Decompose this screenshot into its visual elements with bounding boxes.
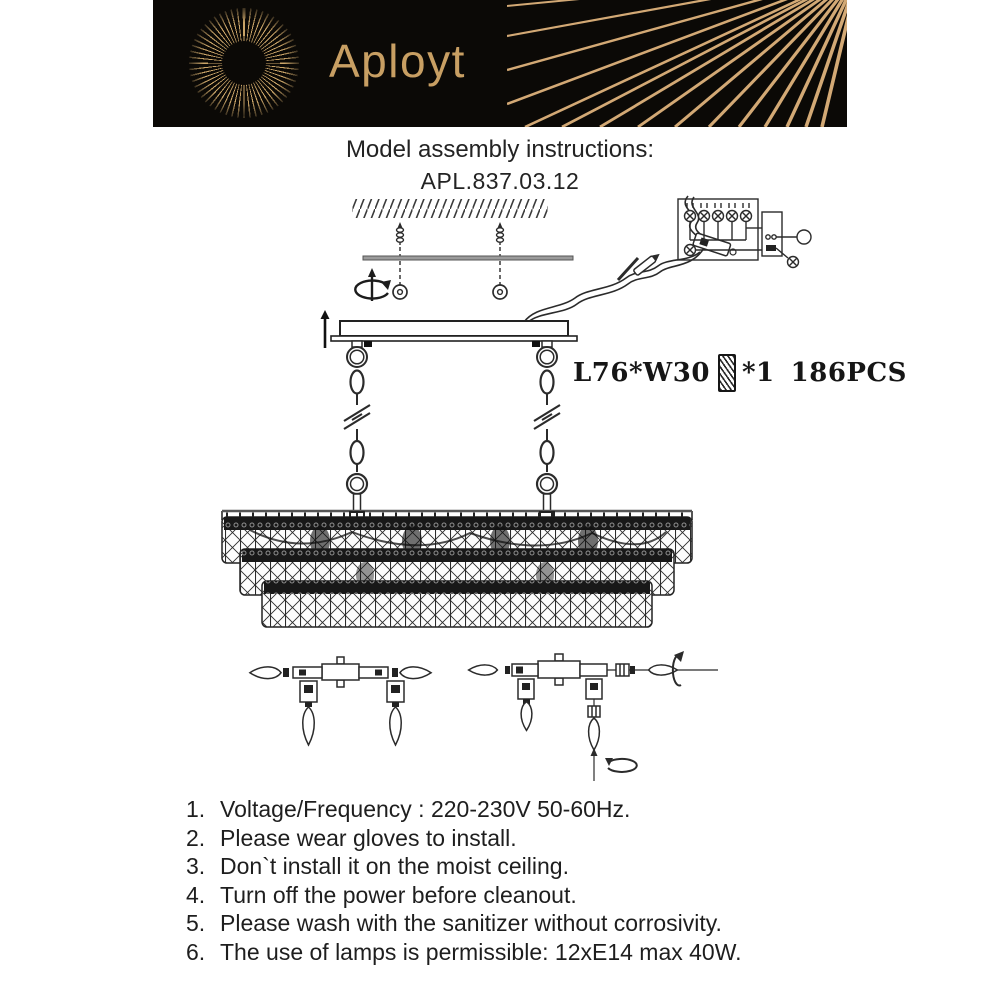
connector-pin xyxy=(633,251,662,276)
assembly-diagram xyxy=(145,190,855,795)
ceiling-hatch xyxy=(352,199,548,218)
dimensions-text: L76*W30 xyxy=(573,358,710,388)
corner-rays-icon xyxy=(507,0,847,127)
item-number: 2. xyxy=(186,824,206,851)
instruction-item xyxy=(186,853,742,882)
item-number: 4. xyxy=(186,881,206,908)
item-text: Please wear gloves to install. xyxy=(220,824,517,851)
up-arrow-icon xyxy=(321,310,330,348)
bulb-assembly-right xyxy=(469,651,718,781)
instruction-item xyxy=(186,796,742,825)
bulb-assembly-left xyxy=(250,657,431,745)
instruction-list xyxy=(186,796,742,968)
page-title: Model assembly instructions: xyxy=(345,136,655,163)
rotate-bulb-icon xyxy=(605,758,637,772)
sunburst-icon xyxy=(189,8,299,118)
quantity-text: *1 xyxy=(741,358,775,388)
crystal-icon xyxy=(718,354,736,392)
instruction-item xyxy=(186,825,742,854)
rotation-arrow-icon xyxy=(355,268,391,301)
chain xyxy=(534,371,560,512)
item-number: 6. xyxy=(186,938,206,965)
item-text: Voltage/Frequency : 220-230V 50-60Hz. xyxy=(220,796,631,822)
canopy xyxy=(331,321,577,367)
mounting-bar xyxy=(363,256,573,260)
brand-banner xyxy=(153,0,847,127)
item-number: 5. xyxy=(186,910,206,937)
instruction-item xyxy=(186,939,742,968)
chain xyxy=(344,371,370,512)
title-block xyxy=(153,136,847,195)
pieces-text: 186PCS xyxy=(790,358,907,388)
instruction-item xyxy=(186,910,742,939)
item-text: Turn off the power before cleanout. xyxy=(220,881,577,908)
item-text: The use of lamps is permissible: 12xE14 max 40W. xyxy=(220,938,742,965)
item-text: Please wash with the sanitizer without corrosivity. xyxy=(220,910,722,937)
item-number: 3. xyxy=(186,853,206,880)
crystal-tier-3 xyxy=(262,581,652,627)
item-number: 1. xyxy=(186,796,206,822)
instruction-item xyxy=(186,882,742,911)
brand-name: Aployt xyxy=(329,35,466,87)
model-number: APL.837.03.12 xyxy=(420,168,580,194)
parts-label xyxy=(573,354,907,392)
crystal-tiers xyxy=(222,515,692,627)
item-text: Don`t install it on the moist ceiling. xyxy=(220,853,569,880)
